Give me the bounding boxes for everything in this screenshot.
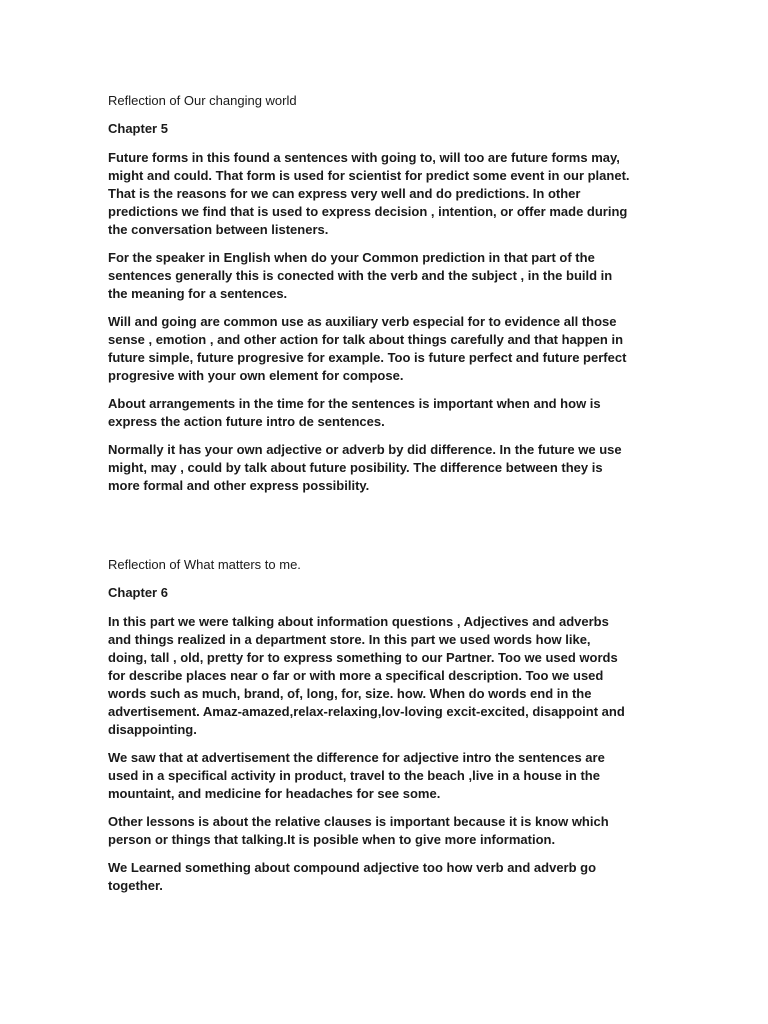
paragraph: In this part we were talking about information questions , Adjectives and adverbs and things realized in a department store. In this part we used words how like, doing, tall , old, pretty for to express something to our Partner. Too we used words for describe places near o far or with more a specifical description. Too we used words such as much, brand, of, long, for, size. how. When do words end in the advertisement. Amaz-amazed,relax-relaxing,lov-loving excit-excited, disappoint and disappointing. — [108, 614, 625, 737]
paragraph: We Learned something about compound adjective too how verb and adverb go together. — [108, 860, 597, 893]
chapter-heading: Chapter 5 — [108, 121, 168, 136]
section-title: Reflection of What matters to me. — [108, 557, 301, 572]
paragraph: Other lessons is about the relative clauses is important because it is know which person or things that talking.It is posible when to give more information. — [108, 814, 609, 847]
paragraph: We saw that at advertisement the difference for adjective intro the sentences are used in a specifical activity in product, travel to the beach ,live in a house in the mountaint, and medicine for headaches for see some. — [108, 750, 605, 801]
paragraph: Will and going are common use as auxiliary verb especial for to evidence all those sense , emotion , and other action for talk about things carefully and that happen in future simple, future progresive for example. Too is future perfect and future perfect progresive with your own element for compose. — [108, 314, 627, 383]
paragraph: For the speaker in English when do your Common prediction in that part of the sentences generally this is conected with the verb and the subject , in the build in the meaning for a sentences. — [108, 250, 613, 301]
section-chapter-6 — [108, 557, 664, 905]
paragraph: About arrangements in the time for the sentences is important when and how is express the action future intro de sentences. — [108, 396, 601, 429]
paragraph: Normally it has your own adjective or adverb by did difference. In the future we use might, may , could by talk about future posibility. The difference between they is more formal and other express possibility. — [108, 442, 622, 493]
section-title: Reflection of Our changing world — [108, 93, 297, 108]
paragraph: Future forms in this found a sentences with going to, will too are future forms may, might and could. That form is used for scientist for predict some event in our planet. That is the reasons for we can express very well and do predictions. In other predictions we find that is used to express decision , intention, or offer made during the conversation between listeners. — [108, 150, 630, 237]
chapter-heading: Chapter 6 — [108, 585, 168, 600]
section-chapter-5 — [108, 93, 664, 505]
